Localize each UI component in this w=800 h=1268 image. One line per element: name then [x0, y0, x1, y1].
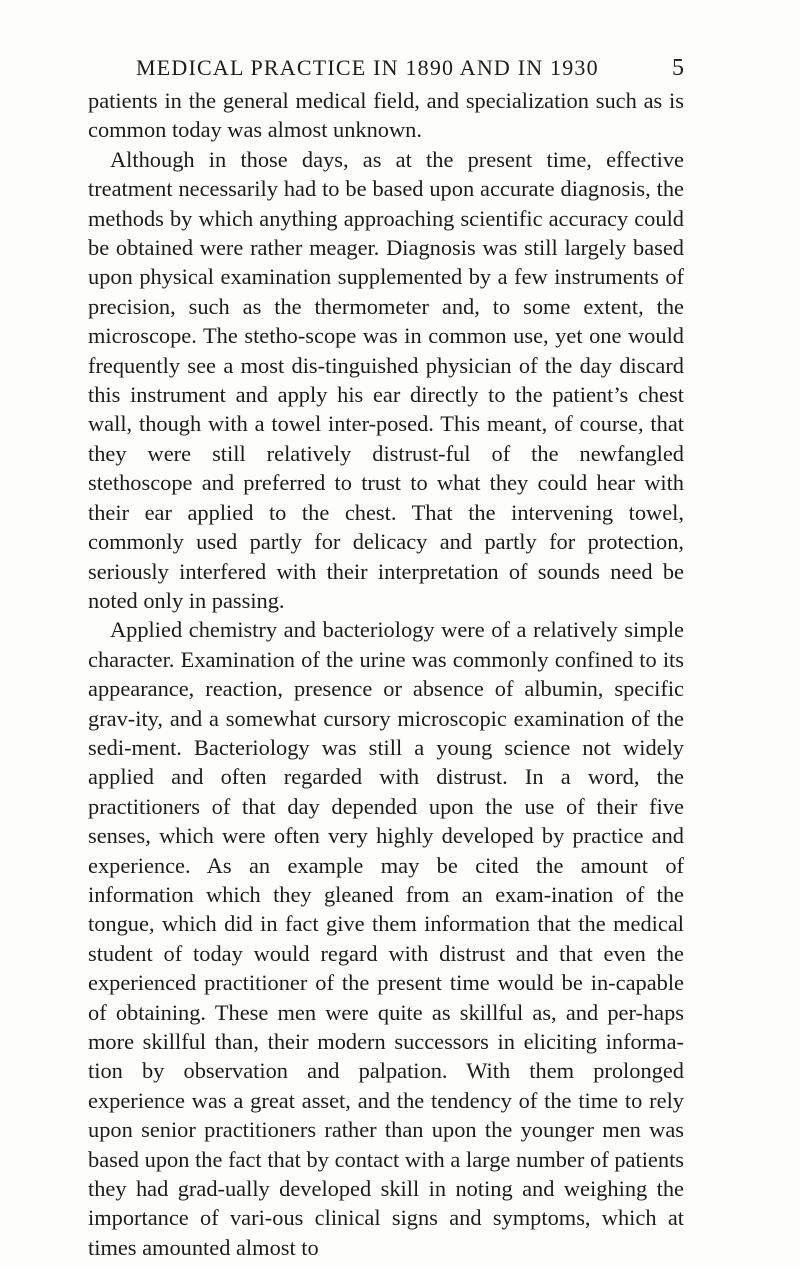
running-title: MEDICAL PRACTICE IN 1890 AND IN 1930 [136, 55, 599, 80]
page-number: 5 [672, 55, 684, 81]
paragraph-chemistry-bacteriology: Applied chemistry and bacteriology were of a relatively simple character. Examination of the urine was commonly confined to its appearance, reaction, presence or absence of albumin, specific grav-ity, and a somewhat cursory microscopic examination of the sedi-ment. Bacteriology was still a young science not widely applied and often regarded with distrust. In a word, the practitioners of that day depended upon the use of their five senses, which were often very highly developed by practice and experience. As an example may be cited the amount of information which they gleaned from an exam-ination of the tongue, which did in fact give them information that the medical student of today would regard with distrust and that even the experienced practitioner of the present time would be in-capable of obtaining. These men were quite as skillful as, and per-haps more skillful than, their modern successors in eliciting informa-tion by observation and palpation. With them prolonged experience was a great asset, and the tendency of the time to rely upon senior practitioners rather than upon the younger men was based upon the fact that by contact with a large number of patients they had grad-ually developed skill in noting and weighing the importance of vari-ous clinical signs and symptoms, which at times amounted almost to [88, 617, 684, 1260]
running-head [88, 52, 684, 84]
paragraph-diagnosis: Although in those days, as at the present time, effective treatment necessarily had to be based upon accurate diagnosis, the methods by which anything approaching scientific accuracy could be obtained were rather meager. Diagnosis was still largely based upon physical examination supplemented by a few instruments of precision, such as the thermometer and, to some extent, the microscope. The stetho-scope was in common use, yet one would frequently see a most dis-tinguished physician of the day discard this instrument and apply his ear directly to the patient’s chest wall, though with a towel inter-posed. This meant, of course, that they were still relatively distrust-ful of the newfangled stethoscope and preferred to trust to what they could hear with their ear applied to the chest. That the intervening towel, commonly used partly for delicacy and partly for protection, seriously interfered with their interpretation of sounds need be noted only in passing. [88, 146, 684, 613]
paragraph-continuation: patients in the general medical field, and specialization such as is common today was almost unknown. [88, 88, 684, 143]
body-text [88, 86, 684, 1262]
